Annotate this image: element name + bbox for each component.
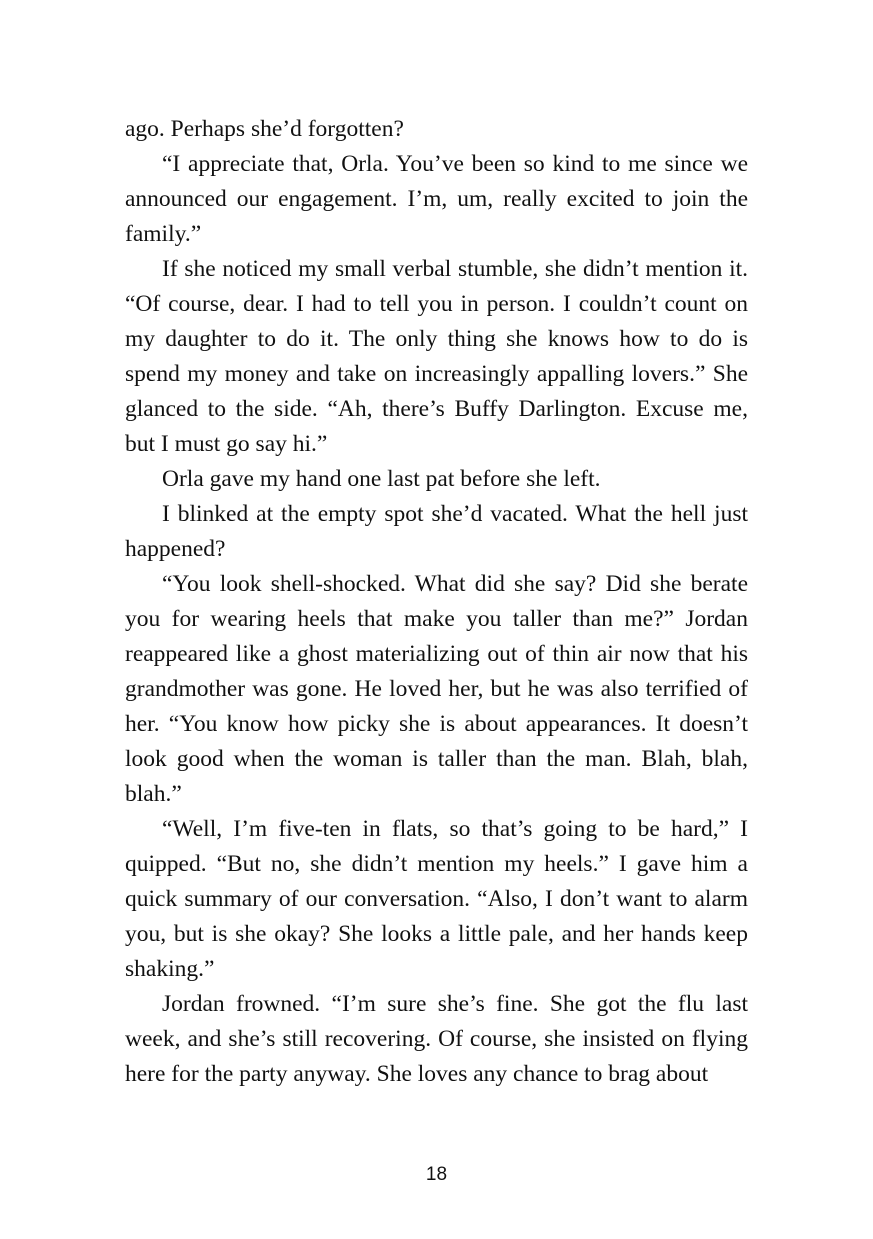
paragraph: Orla gave my hand one last pat before she left. xyxy=(162,466,601,492)
paragraph: I blinked at the empty spot she’d vacated. What the hell just happened? xyxy=(125,501,748,562)
paragraph: Jordan frowned. “I’m sure she’s fine. She got the flu last week, and she’s still recovering. Of course, she insisted on flying here for the party anyway. She loves any chance to brag about xyxy=(125,991,748,1087)
paragraph: “Well, I’m five-ten in flats, so that’s going to be hard,” I quipped. “But no, she didn’t mention my heels.” I gave him a quick summary of our conversation. “Also, I don’t want to alarm you, but is she okay? She looks a little pale, and her hands keep shaking.” xyxy=(125,816,748,982)
paragraph: “You look shell-shocked. What did she say? Did she berate you for wearing heels that make you taller than me?” Jordan reappeared like a ghost materializing out of thin air now that his grandmother was gone. He loved her, but he was also terrified of her. “You know how picky she is about appearances. It doesn’t look good when the woman is taller than the man. Blah, blah, blah.” xyxy=(125,571,748,807)
page-number: 18 xyxy=(425,1164,448,1185)
paragraph: “I appreciate that, Orla. You’ve been so kind to me since we announced our engagement. I’m, um, really excited to join the family.” xyxy=(125,151,748,247)
paragraph: If she noticed my small verbal stumble, she didn’t mention it. “Of course, dear. I had to tell you in person. I couldn’t count on my daughter to do it. The only thing she knows how to do is spend my money and take on increasingly appalling lovers.” She glanced to the side. “Ah, there’s Buffy Darlington. Excuse me, but I must go say hi.” xyxy=(125,256,748,457)
body-text xyxy=(125,112,748,1092)
paragraph-continuation: ago. Perhaps she’d forgotten? xyxy=(125,116,404,142)
